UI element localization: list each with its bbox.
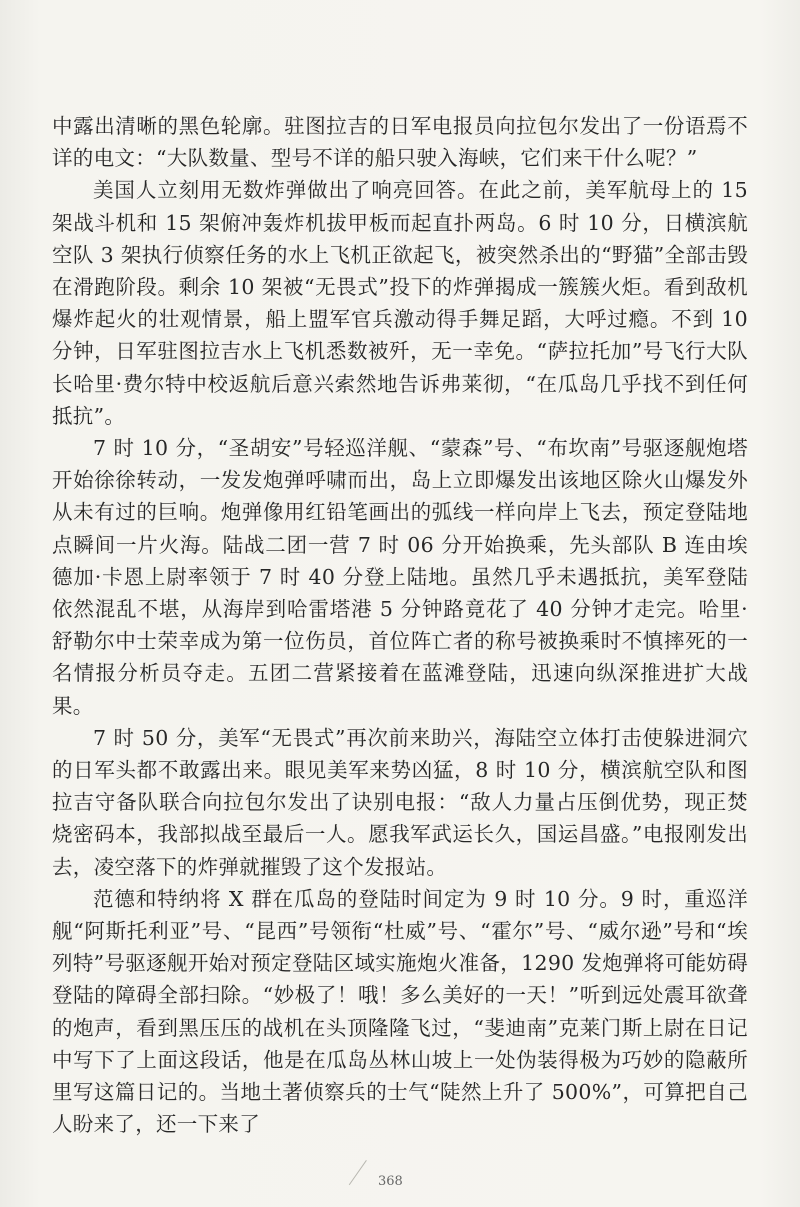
- paragraph: 范德和特纳将 X 群在瓜岛的登陆时间定为 9 时 10 分。9 时，重巡洋舰“阿斯托利亚”号、“昆西”号领衔“杜威”号、“霍尔”号、“威尔逊”号和“埃列特”号驱逐舰开始对预定登陆区域实施炮火准备，1290 发炮弹将可能妨碍登陆的障碍全部扫除。“妙极了！哦！多么美好的一天！”听到远处震耳欲聋的炮声，看到黑压压的战机在头顶隆隆飞过，“斐迪南”克莱门斯上尉在日记中写下了上面这段话，他是在瓜岛丛林山坡上一处伪装得极为巧妙的隐蔽所里写这篇日记的。当地土著侦察兵的士气“陡然上升了 500%”，可算把自己人盼来了，还一下来了: [52, 886, 748, 1137]
- body-text: [52, 110, 748, 1141]
- page-number: 368: [378, 1174, 403, 1189]
- paragraph: 7 时 10 分，“圣胡安”号轻巡洋舰、“蒙森”号、“布坎南”号驱逐舰炮塔开始徐徐转动，一发发炮弹呼啸而出，岛上立即爆发出该地区除火山爆发外从未有过的巨响。炮弹像用红铅笔画出的弧线一样向岸上飞去，预定登陆地点瞬间一片火海。陆战二团一营 7 时 06 分开始换乘，先头部队 B 连由埃德加·卡恩上尉率领于 7 时 40 分登上陆地。虽然几乎未遇抵抗，美军登陆依然混乱不堪，从海岸到哈雷塔港 5 分钟路竟花了 40 分钟才走完。哈里·舒勒尔中士荣幸成为第一位伤员，首位阵亡者的称号被换乘时不慎摔死的一名情报分析员夺走。五团二营紧接着在蓝滩登陆，迅速向纵深推进扩大战果。: [52, 436, 748, 718]
- paragraph: 7 时 50 分，美军“无畏式”再次前来助兴，海陆空立体打击使躲进洞穴的日军头都不敢露出来。眼见美军来势凶猛，8 时 10 分，横滨航空队和图拉吉守备队联合向拉包尔发出了诀别电报：“敌人力量占压倒优势，现正焚烧密码本，我部拟战至最后一人。愿我军武运长久，国运昌盛。”电报刚发出去，凌空落下的炸弹就摧毁了这个发报站。: [52, 725, 748, 879]
- paragraph: 美国人立刻用无数炸弹做出了响亮回答。在此之前，美军航母上的 15 架战斗机和 15 架俯冲轰炸机拔甲板而起直扑两岛。6 时 10 分，日横滨航空队 3 架执行侦察任务的水上飞机正欲起飞，被突然杀出的“野猫”全部击毁在滑跑阶段。剩余 10 架被“无畏式”投下的炸弹揭成一簇簇火炬。看到敌机爆炸起火的壮观情景，船上盟军官兵激动得手舞足蹈，大呼过瘾。不到 10 分钟，日军驻图拉吉水上飞机悉数被歼，无一幸免。“萨拉托加”号飞行大队长哈里·费尔特中校返航后意兴索然地告诉弗莱彻，“在瓜岛几乎找不到任何抵抗”。: [52, 178, 748, 428]
- paragraph: 中露出清晰的黑色轮廓。驻图拉吉的日军电报员向拉包尔发出了一份语焉不详的电文：“大队数量、型号不详的船只驶入海峡，它们来干什么呢？”: [52, 114, 748, 171]
